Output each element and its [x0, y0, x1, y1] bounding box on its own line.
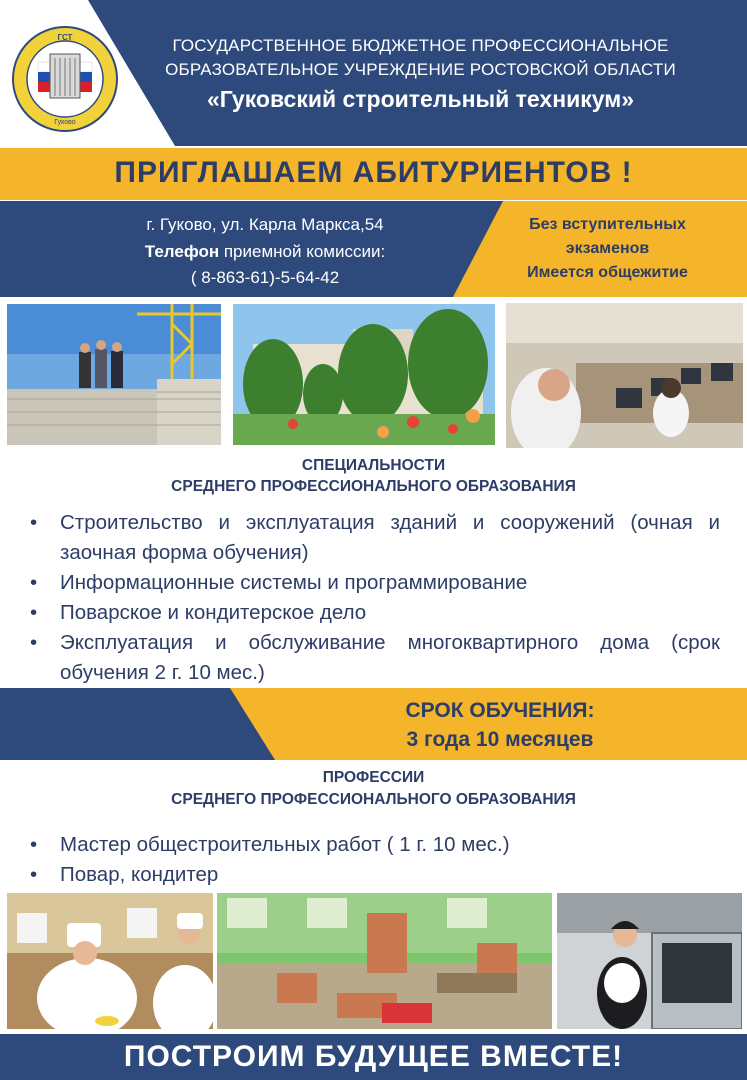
- header-line-2: ОБРАЗОВАТЕЛЬНОЕ УЧРЕЖДЕНИЕ РОСТОВСКОЙ ОБЛАСТИ: [165, 60, 676, 79]
- photo-kitchen-oven: [557, 893, 742, 1029]
- phone-number: ( 8-863-61)-5-64-42: [190, 268, 340, 287]
- list-item: • Повар, кондитер: [30, 860, 720, 890]
- photo-computer-class: [506, 303, 743, 448]
- photo-construction-site: [7, 304, 221, 445]
- benefit-line-3: Имеется общежитие: [527, 264, 688, 281]
- term-label: СРОК ОБУЧЕНИЯ:: [405, 699, 595, 722]
- photo-cooks: [7, 893, 213, 1029]
- phone-label-bold: Телефон: [144, 242, 220, 261]
- invite-text: ПРИГЛАШАЕМ АБИТУРИЕНТОВ !: [114, 156, 633, 189]
- benefit-line-2: экзаменов: [565, 240, 650, 257]
- header-line-1: ГОСУДАРСТВЕННОЕ БЮДЖЕТНОЕ ПРОФЕССИОНАЛЬНОЕ: [172, 36, 669, 55]
- specialities-heading-1: СПЕЦИАЛЬНОСТИ: [301, 457, 446, 474]
- list-item: • Эксплуатация и обслуживание многоквартирного дома (срок обучения 2 г. 10 мес.): [30, 628, 720, 688]
- logo-top-text: ГСТ: [57, 33, 73, 42]
- list-item: • Строительство и эксплуатация зданий и сооружений (очная и заочная форма обучения): [30, 508, 720, 568]
- specialities-heading-2: СРЕДНЕГО ПРОФЕССИОНАЛЬНОГО ОБРАЗОВАНИЯ: [171, 478, 576, 495]
- photo-college-building: [233, 304, 495, 445]
- phone-label: [85, 242, 445, 262]
- college-logo: [10, 24, 120, 134]
- list-item: • Мастер общестроительных работ ( 1 г. 10 мес.): [30, 830, 720, 860]
- specialities-list: [30, 508, 720, 688]
- term-value: 3 года 10 месяцев: [406, 728, 594, 751]
- phone-label-rest: приемной комиссии:: [219, 242, 386, 261]
- benefit-line-1: Без вступительных: [529, 216, 686, 233]
- professions-heading-2: СРЕДНЕГО ПРОФЕССИОНАЛЬНОГО ОБРАЗОВАНИЯ: [171, 791, 576, 808]
- professions-heading-1: ПРОФЕССИИ: [322, 769, 425, 786]
- footer-slogan: ПОСТРОИМ БУДУЩЕЕ ВМЕСТЕ!: [123, 1040, 624, 1073]
- list-item: • Информационные системы и программирование: [30, 568, 720, 598]
- logo-bottom-text: Гуково: [54, 119, 76, 126]
- photo-bricklaying-workshop: [217, 893, 552, 1029]
- address: г. Гуково, ул. Карла Маркса,54: [146, 215, 384, 234]
- college-name: «Гуковский строительный техникум»: [206, 86, 635, 112]
- professions-list: [30, 830, 720, 890]
- list-item: • Поварское и кондитерское дело: [30, 598, 720, 628]
